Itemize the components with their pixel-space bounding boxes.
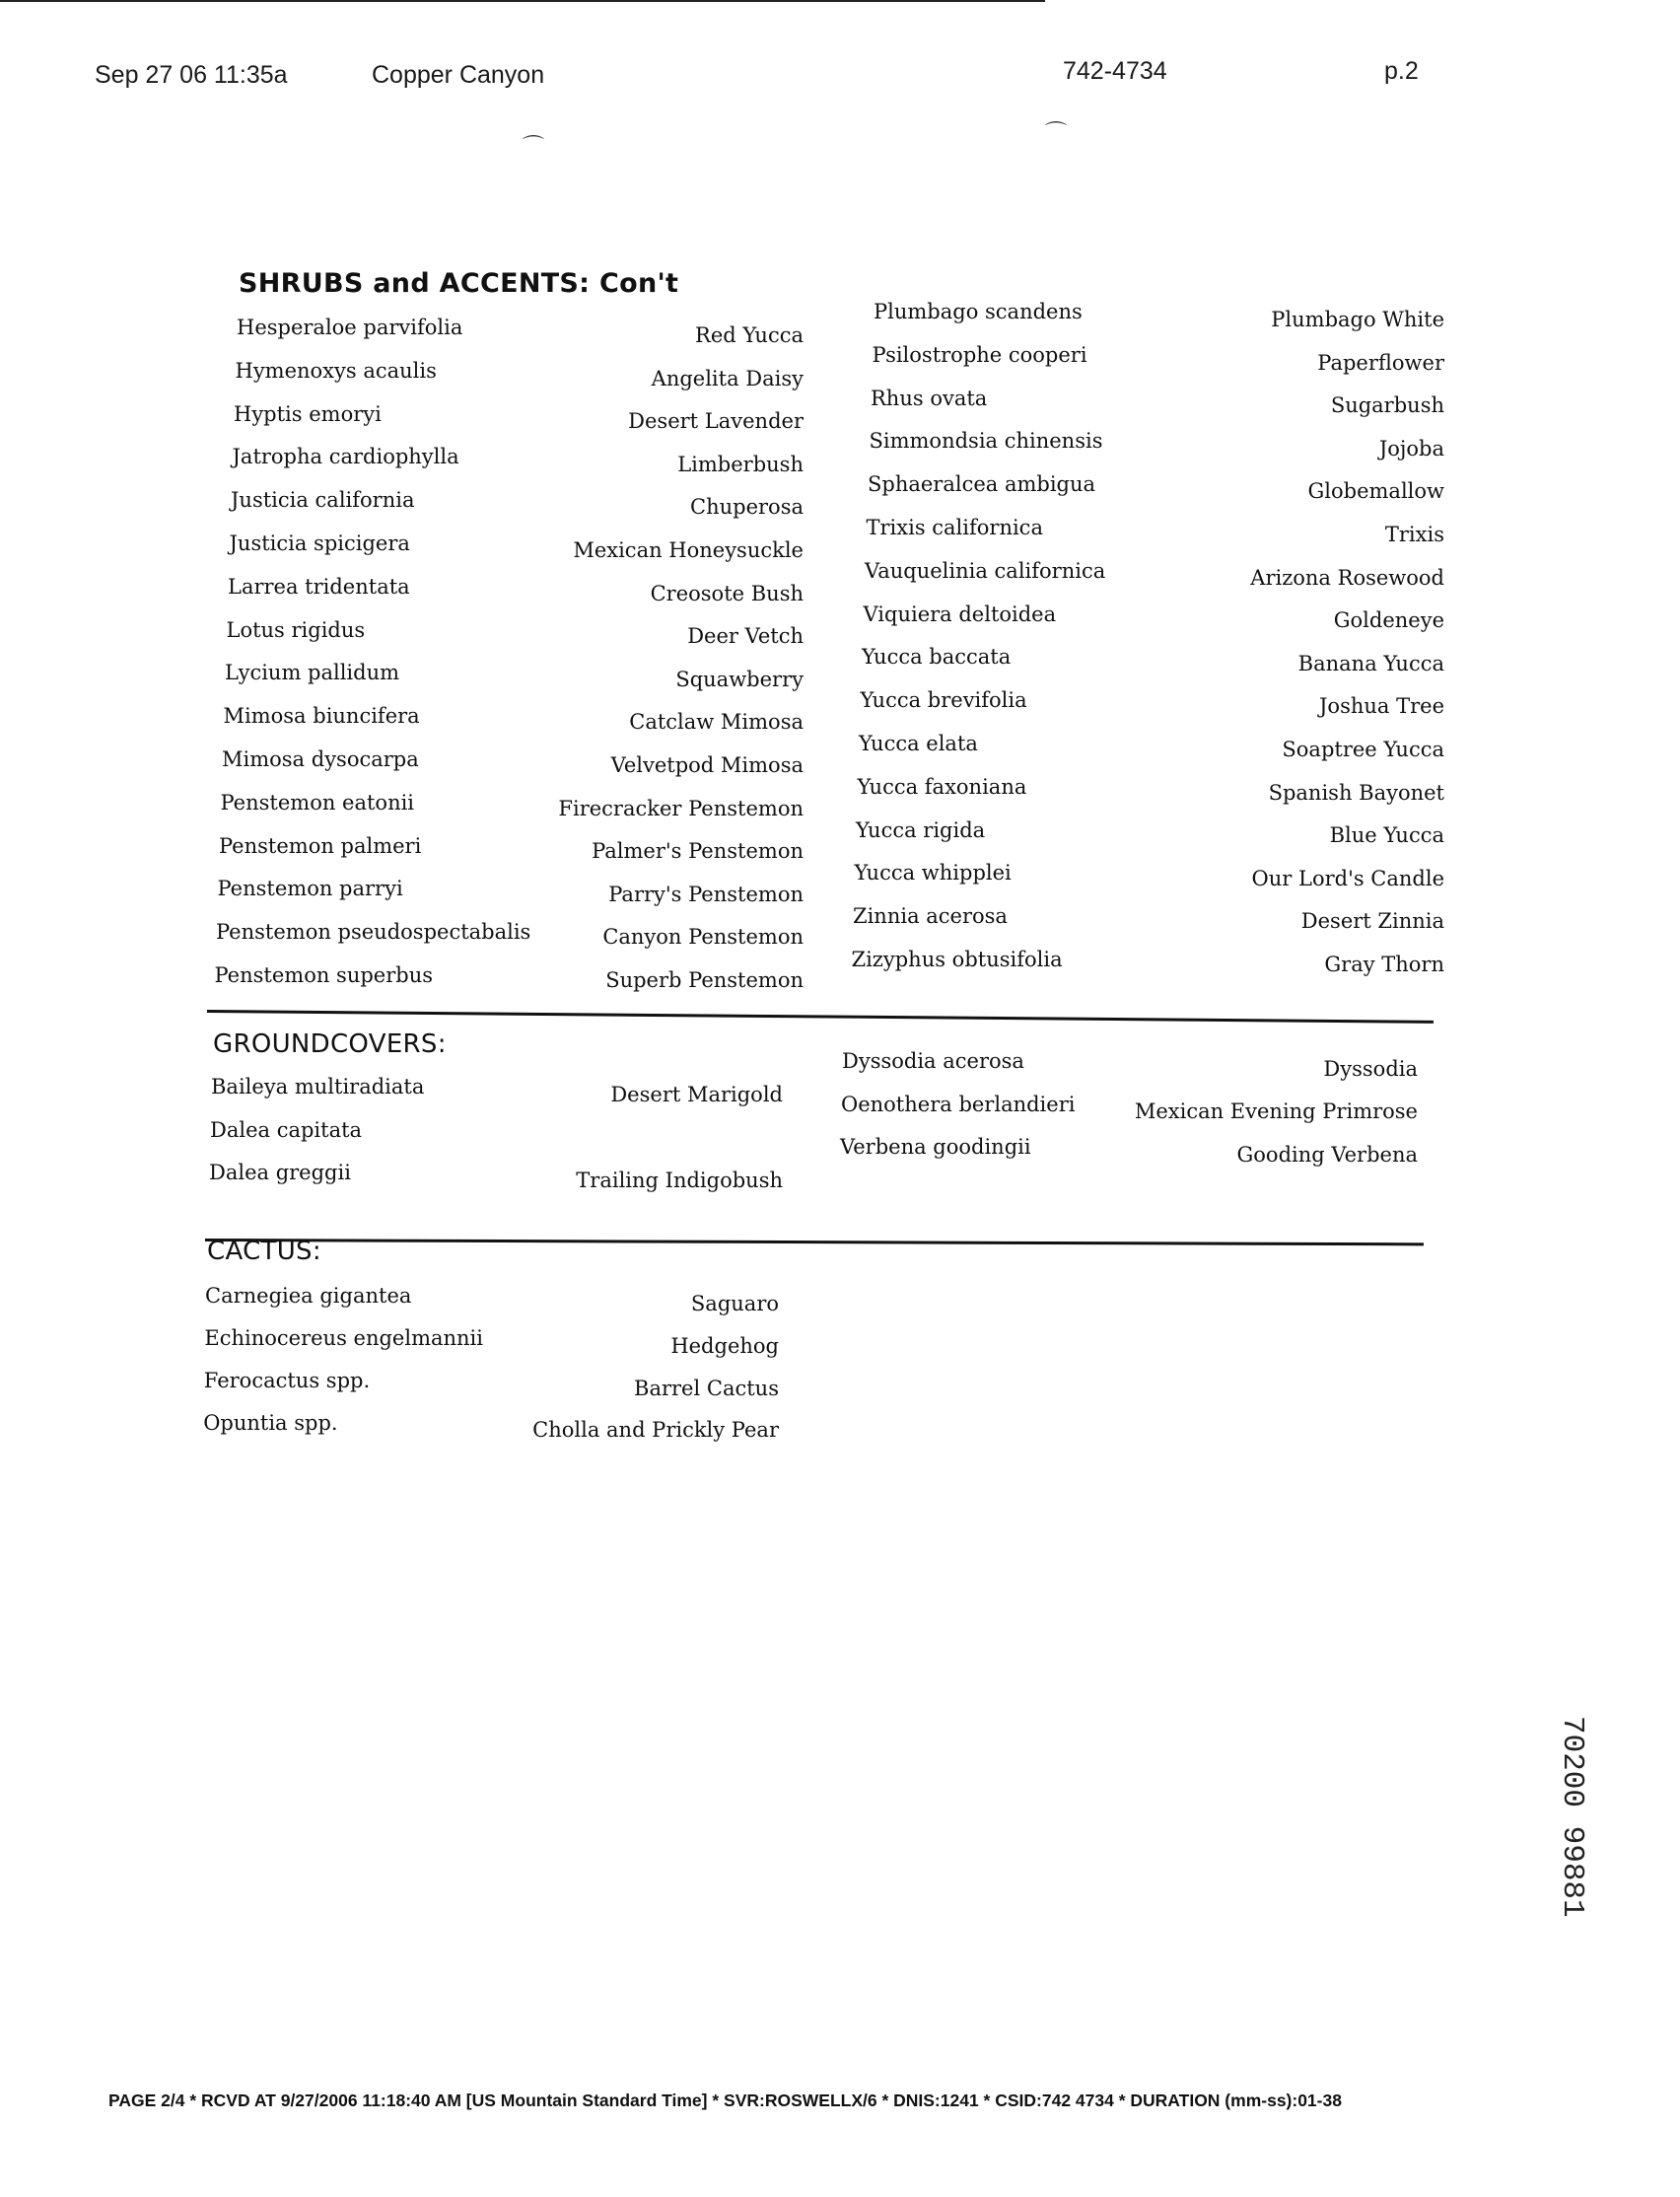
botanical-name: Baileya multiradiata	[211, 1075, 425, 1098]
common-name: Plumbago White	[1271, 308, 1444, 331]
botanical-name: Penstemon superbus	[214, 963, 433, 987]
fax-sender: Copper Canyon	[372, 61, 545, 89]
common-name: Blue Yucca	[1329, 823, 1444, 848]
botanical-name: Yucca rigida	[856, 817, 986, 842]
common-name: Angelita Daisy	[651, 366, 804, 390]
botanical-name: Trixis californica	[866, 516, 1043, 539]
botanical-name: Zinnia acerosa	[853, 904, 1008, 929]
common-name: Deer Vetch	[687, 624, 804, 649]
common-name: Trixis	[1384, 523, 1444, 546]
botanical-name: Larrea tridentata	[228, 574, 410, 599]
botanical-name: Yucca faxoniana	[857, 774, 1027, 799]
scan-mark: ⌒	[523, 135, 545, 160]
botanical-name: Ferocactus spp.	[203, 1369, 371, 1392]
botanical-name: Sphaeralcea ambigua	[868, 472, 1096, 497]
botanical-name: Viquiera deltoidea	[863, 602, 1057, 626]
common-name: Joshua Tree	[1319, 694, 1444, 719]
common-name: Saguaro	[690, 1292, 779, 1315]
section-title-groundcovers: GROUNDCOVERS:	[213, 1029, 447, 1059]
common-name: Globemallow	[1307, 479, 1444, 504]
botanical-name: Verbena goodingii	[840, 1135, 1031, 1159]
common-name: Chuperosa	[690, 495, 804, 520]
botanical-name: Lycium pallidum	[225, 661, 400, 685]
common-name: Banana Yucca	[1297, 651, 1444, 675]
botanical-name: Plumbago scandens	[874, 300, 1083, 323]
botanical-name: Rhus ovata	[871, 386, 988, 410]
botanical-name: Jatropha cardiophylla	[232, 445, 459, 469]
botanical-name: Hesperaloe parvifolia	[237, 316, 463, 339]
section-title-cactus: CACTUS:	[207, 1237, 321, 1266]
common-name: Creosote Bush	[650, 581, 804, 605]
common-name: Superb Penstemon	[605, 968, 804, 992]
botanical-name: Hyptis emoryi	[234, 401, 382, 426]
section-title-shrubs: SHRUBS and ACCENTS: Con't	[239, 268, 679, 299]
common-name: Catclaw Mimosa	[629, 710, 804, 735]
botanical-name: Hymenoxys acaulis	[235, 358, 437, 383]
common-name: Sugarbush	[1330, 393, 1444, 418]
common-name: Hedgehog	[670, 1333, 779, 1358]
common-name: Canyon Penstemon	[602, 925, 804, 950]
common-name: Desert Lavender	[628, 409, 804, 434]
botanical-name: Opuntia spp.	[203, 1411, 338, 1435]
botanical-name: Penstemon pseudospectabalis	[216, 920, 531, 945]
scan-mark: ⌒	[1045, 121, 1068, 146]
common-name: Soaptree Yucca	[1282, 738, 1444, 761]
side-stamp: 70200 99881	[1555, 1716, 1589, 1918]
common-name: Mexican Honeysuckle	[573, 538, 804, 562]
common-name: Red Yucca	[695, 323, 804, 347]
botanical-name: Justicia spicigera	[229, 532, 410, 555]
botanical-name: Dyssodia acerosa	[842, 1049, 1024, 1073]
common-name: Desert Marigold	[610, 1083, 783, 1106]
botanical-name: Dalea capitata	[210, 1117, 363, 1142]
botanical-name: Mimosa dysocarpa	[222, 747, 419, 771]
botanical-name: Yucca baccata	[862, 645, 1012, 670]
botanical-name: Justicia california	[231, 488, 415, 513]
fax-date-time: Sep 27 06 11:35a	[95, 61, 288, 89]
section-divider	[207, 1010, 1434, 1024]
common-name: Jojoba	[1378, 436, 1444, 461]
botanical-name: Lotus rigidus	[226, 617, 366, 642]
common-name: Velvetpod Mimosa	[610, 753, 804, 777]
common-name: Gooding Verbena	[1236, 1142, 1418, 1167]
scan-top-edge	[0, 0, 1045, 2]
common-name: Desert Zinnia	[1300, 909, 1444, 934]
fax-phone: 742-4734	[1063, 57, 1167, 85]
botanical-name: Penstemon eatonii	[220, 790, 415, 815]
section-divider	[205, 1239, 1424, 1245]
botanical-name: Penstemon parryi	[217, 877, 403, 901]
common-name: Palmer's Penstemon	[592, 839, 804, 864]
common-name: Cholla and Prickly Pear	[532, 1418, 779, 1443]
common-name: Goldeneye	[1333, 608, 1444, 633]
common-name: Spanish Bayonet	[1268, 780, 1444, 805]
common-name: Squawberry	[675, 667, 804, 691]
botanical-name: Yucca brevifolia	[860, 688, 1027, 713]
botanical-name: Dalea greggii	[209, 1161, 351, 1184]
common-name: Gray Thorn	[1324, 953, 1444, 976]
common-name: Mexican Evening Primrose	[1134, 1099, 1418, 1124]
common-name: Paperflower	[1317, 350, 1444, 375]
common-name: Barrel Cactus	[634, 1376, 779, 1400]
common-name: Parry's Penstemon	[608, 882, 804, 906]
common-name: Arizona Rosewood	[1250, 565, 1444, 590]
botanical-name: Yucca elata	[859, 732, 978, 755]
botanical-name: Echinocereus engelmannii	[204, 1326, 483, 1350]
botanical-name: Carnegiea gigantea	[205, 1284, 412, 1308]
botanical-name: Penstemon palmeri	[219, 833, 422, 858]
botanical-name: Psilostrophe cooperi	[872, 342, 1087, 367]
common-name: Limberbush	[677, 452, 804, 476]
common-name: Our Lord's Candle	[1251, 866, 1444, 890]
common-name: Dyssodia	[1323, 1057, 1418, 1081]
common-name: Trailing Indigobush	[576, 1168, 783, 1192]
fax-footer: PAGE 2/4 * RCVD AT 9/27/2006 11:18:40 AM [US Mountain Standard Time] * SVR:ROSWELLX/6 * DNIS:1241 * CSID:742 4734 * DURATION (mm-ss):01-38	[108, 2091, 1342, 2110]
botanical-name: Simmondsia chinensis	[869, 429, 1103, 454]
fax-page-number: p.2	[1384, 57, 1419, 85]
common-name: Firecracker Penstemon	[558, 796, 804, 820]
botanical-name: Yucca whipplei	[854, 861, 1012, 886]
botanical-name: Oenothera berlandieri	[841, 1092, 1076, 1116]
botanical-name: Vauquelinia californica	[865, 558, 1106, 583]
botanical-name: Mimosa biuncifera	[223, 704, 420, 729]
botanical-name: Zizyphus obtusifolia	[851, 948, 1063, 971]
